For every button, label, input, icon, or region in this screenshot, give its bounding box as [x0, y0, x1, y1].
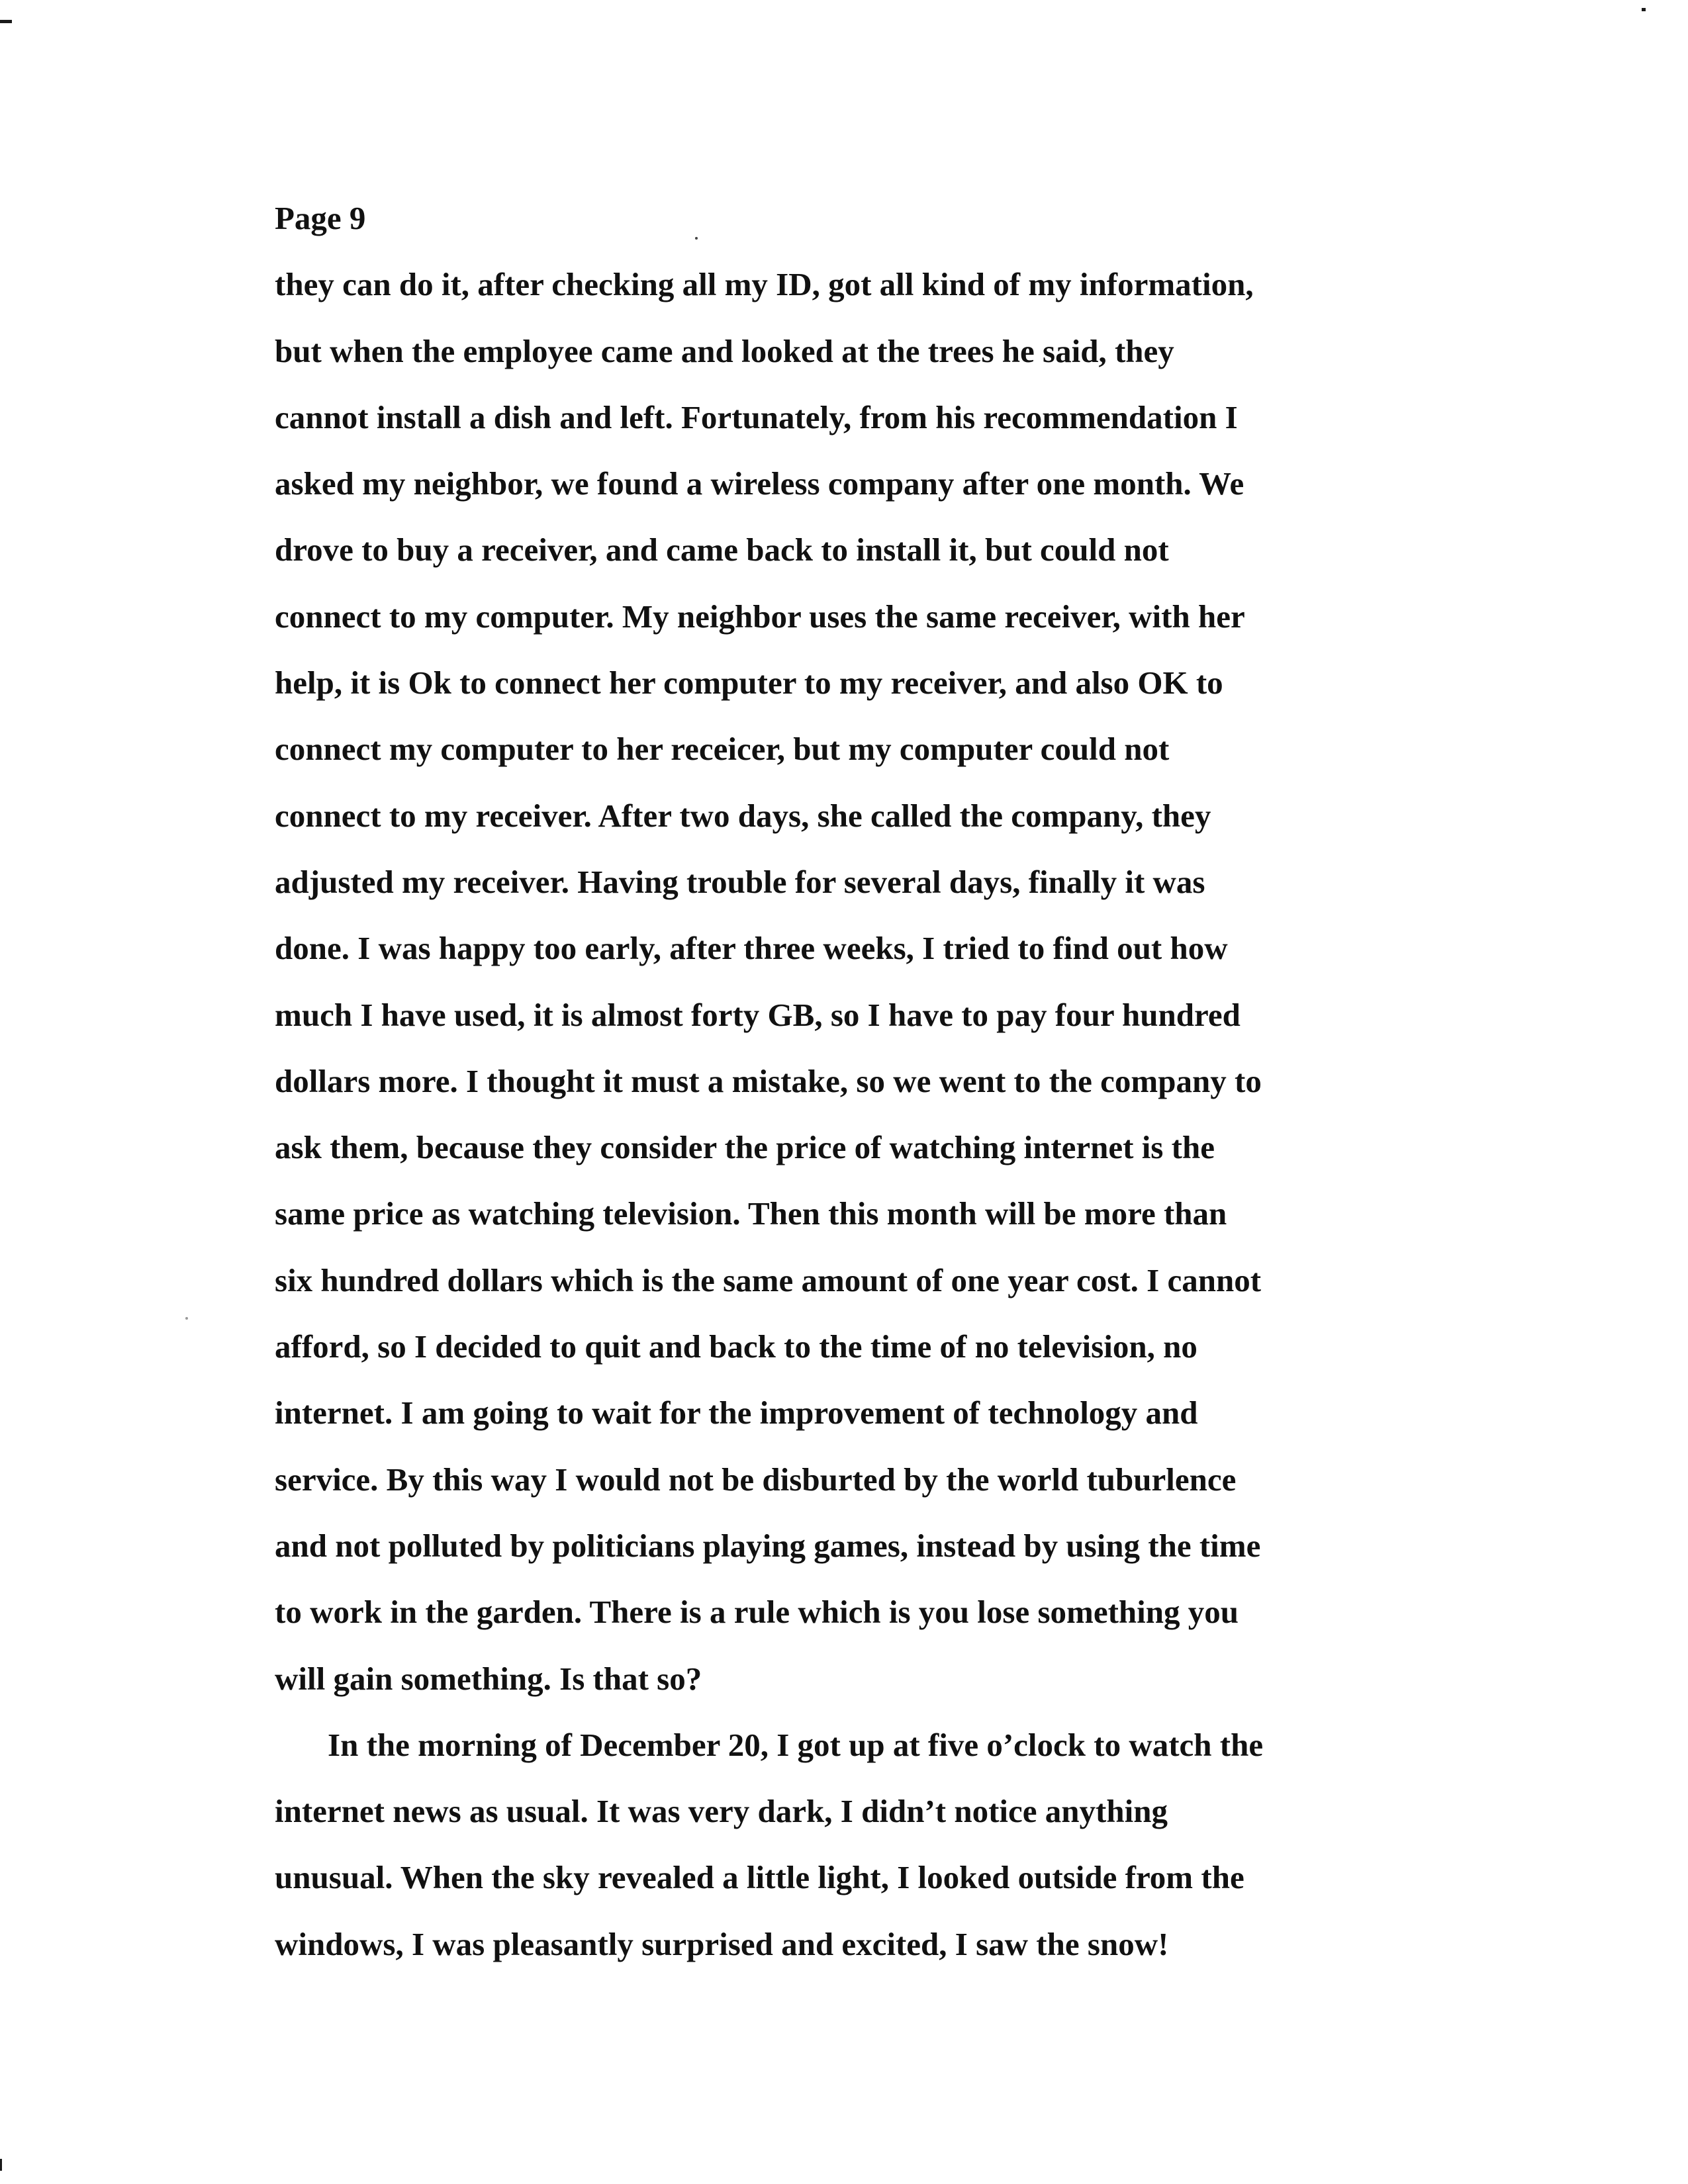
scan-mark — [0, 20, 12, 23]
scan-mark — [0, 2159, 2, 2171]
text-line: to work in the garden. There is a rule which is you lose something you — [275, 1594, 1239, 1631]
text-line: and not polluted by politicians playing games, instead by using the time — [275, 1527, 1261, 1564]
text-line: cannot install a dish and left. Fortunately, from his recommendation I — [275, 398, 1238, 435]
text-line: same price as watching television. Then this month will be more than — [275, 1195, 1227, 1232]
text-line: done. I was happy too early, after three weeks, I tried to find out how — [275, 930, 1228, 967]
text-line: internet. I am going to wait for the improvement of technology and — [275, 1394, 1198, 1432]
text-line: dollars more. I thought it must a mistake, so we went to the company to — [275, 1062, 1262, 1099]
page-body — [275, 185, 1466, 1978]
paragraph-start-line: In the morning of December 20, I got up at five o’clock to watch the — [328, 1726, 1264, 1763]
text-line: but when the employee came and looked at the trees he said, they — [275, 332, 1174, 369]
text-line: internet news as usual. It was very dark, I didn’t notice anything — [275, 1793, 1168, 1830]
text-line: help, it is Ok to connect her computer to my receiver, and also OK to — [275, 664, 1223, 702]
text-line: adjusted my receiver. Having trouble for several days, finally it was — [275, 863, 1205, 900]
text-line: asked my neighbor, we found a wireless company after one month. We — [275, 465, 1244, 502]
page-number: Page 9 — [275, 200, 366, 236]
text-line: six hundred dollars which is the same amount of one year cost. I cannot — [275, 1261, 1262, 1298]
text-line: connect my computer to her receicer, but my computer could not — [275, 731, 1170, 768]
text-line: they can do it, after checking all my ID, got all kind of my information, — [275, 266, 1254, 303]
text-line: windows, I was pleasantly surprised and excited, I saw the snow! — [275, 1925, 1169, 1962]
scan-mark — [1642, 8, 1646, 11]
text-line: connect to my computer. My neighbor uses the same receiver, with her — [275, 598, 1245, 635]
text-line: service. By this way I would not be disburted by the world tuburlence — [275, 1461, 1237, 1498]
text-line: drove to buy a receiver, and came back to install it, but could not — [275, 531, 1169, 569]
text-line: unusual. When the sky revealed a little light, I looked outside from the — [275, 1859, 1244, 1896]
text-line: much I have used, it is almost forty GB, so I have to pay four hundred — [275, 996, 1241, 1033]
scan-speck — [185, 1317, 188, 1320]
text-line: afford, so I decided to quit and back to the time of no television, no — [275, 1328, 1197, 1365]
text-line: connect to my receiver. After two days, she called the company, they — [275, 797, 1211, 834]
text-line: ask them, because they consider the price of watching internet is the — [275, 1129, 1215, 1166]
text-line: will gain something. Is that so? — [275, 1660, 702, 1697]
